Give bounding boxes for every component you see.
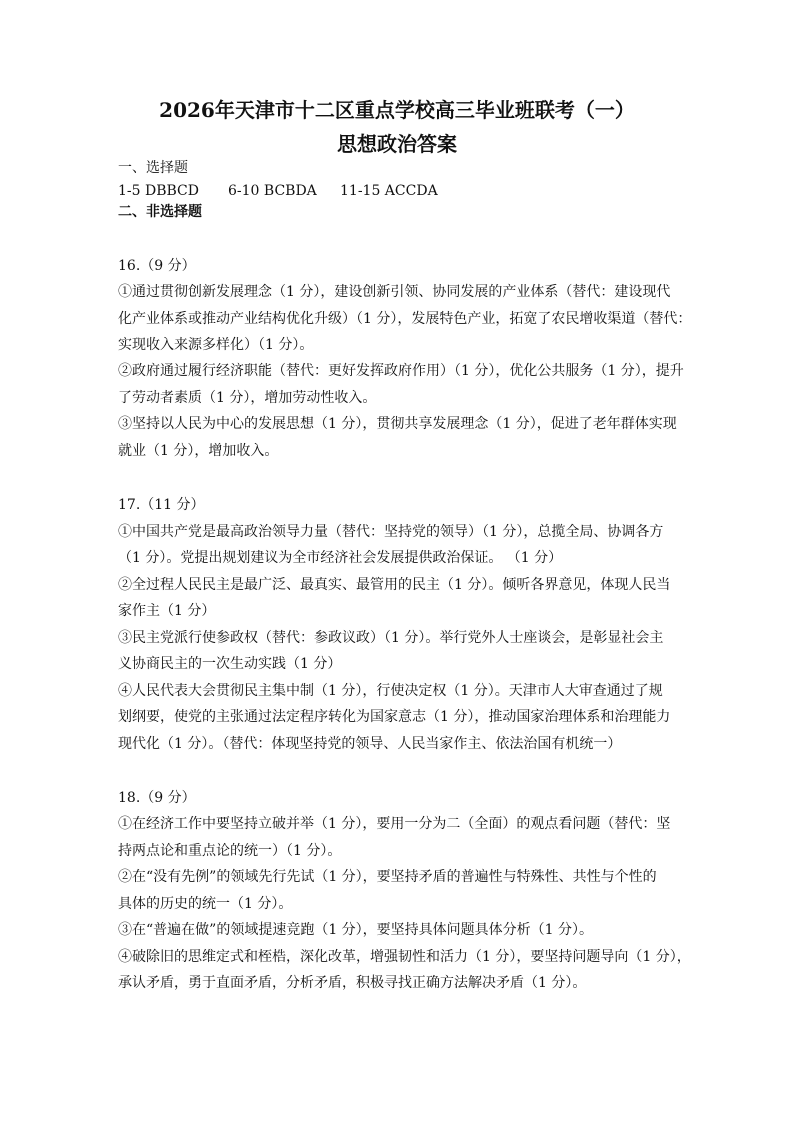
q17-line: （1 分）。党提出规划建议为全市经济社会发展提供政治保证。 （1 分） [118,550,563,566]
q18-line: 持两点论和重点论的统一）（1 分）。 [118,843,342,859]
q16-line: 就业（1 分），增加收入。 [118,443,279,459]
q18-line: ③在“普遍在做”的领域提速竞跑（1 分），要坚持具体问题具体分析（1 分）。 [118,922,594,938]
q16-label: 16.（9 分） [118,258,196,274]
q17-line: 义协商民主的一次生动实践（1 分） [118,656,342,672]
q17-line: 现代化（1 分）。（替代：体现坚持党的领导、人民当家作主、依法治国有机统一） [118,736,622,752]
answers-1-5: 1-5 DBBCD [118,183,199,199]
q18-line: ①在经济工作中要坚持立破并举（1 分），要用一分为二（全面）的观点看问题（替代：坚 [118,816,671,832]
document-subtitle: 思想政治答案 [337,132,457,156]
q17-line: ④人民代表大会贯彻民主集中制（1 分），行使决定权（1 分）。天津市人大审查通过了规 [118,683,663,699]
q16-line: 化产业体系或推动产业结构优化升级）（1 分），发展特色产业，拓宽了农民增收渠道（替代： [118,311,692,327]
q18-label: 18.（9 分） [118,790,196,806]
section-heading-multiple-choice: 一、选择题 [118,160,188,176]
q16-line: ①通过贯彻创新发展理念（1 分），建设创新引领、协同发展的产业体系（替代：建设现代 [118,284,671,300]
document-title: 2026年天津市十二区重点学校高三毕业班联考（一） [159,98,635,122]
multiple-choice-answers [118,182,708,200]
q17-label: 17.（11 分） [118,497,205,513]
q17-line: ③民主党派行使参政权（替代：参政议政）（1 分）。举行党外人士座谈会，是彰显社会主 [118,630,664,646]
section-heading-non-choice: 二、非选择题 [118,204,202,220]
q18-line: ②在“没有先例”的领域先行先试（1 分），要坚持矛盾的普遍性与特殊性、共性与个性的 [118,869,657,885]
q17-line: ①中国共产党是最高政治领导力量（替代：坚持党的领导）（1 分），总揽全局、协调各方 [118,524,664,540]
q18-line: 承认矛盾，勇于直面矛盾，分析矛盾，积极寻找正确方法解决矛盾（1 分）。 [118,975,587,991]
q18-line: ④破除旧的思维定式和桎梏，深化改革，增强韧性和活力（1 分），要坚持问题导向（1 分）， [118,949,691,965]
q17-line: 划纲要，使党的主张通过法定程序转化为国家意志（1 分），推动国家治理体系和治理能力 [118,709,671,725]
q18-line: 具体的历史的统一（1 分）。 [118,896,293,912]
answers-6-10: 6-10 BCBDA [228,183,317,199]
answers-11-15: 11-15 ACCDA [340,183,438,199]
q17-line: 家作主（1 分） [118,603,216,619]
q16-line: ③坚持以人民为中心的发展思想（1 分），贯彻共享发展理念（1 分），促进了老年群体实现 [118,416,677,432]
q16-line: 实现收入来源多样化）（1 分）。 [118,337,314,353]
q17-line: ②全过程人民民主是最广泛、最真实、最管用的民主（1 分）。倾听各界意见，体现人民当 [118,577,671,593]
q16-line: ②政府通过履行经济职能（替代：更好发挥政府作用）（1 分），优化公共服务（1 分），提升 [118,363,684,379]
q16-line: 了劳动者素质（1 分），增加劳动性收入。 [118,390,377,406]
